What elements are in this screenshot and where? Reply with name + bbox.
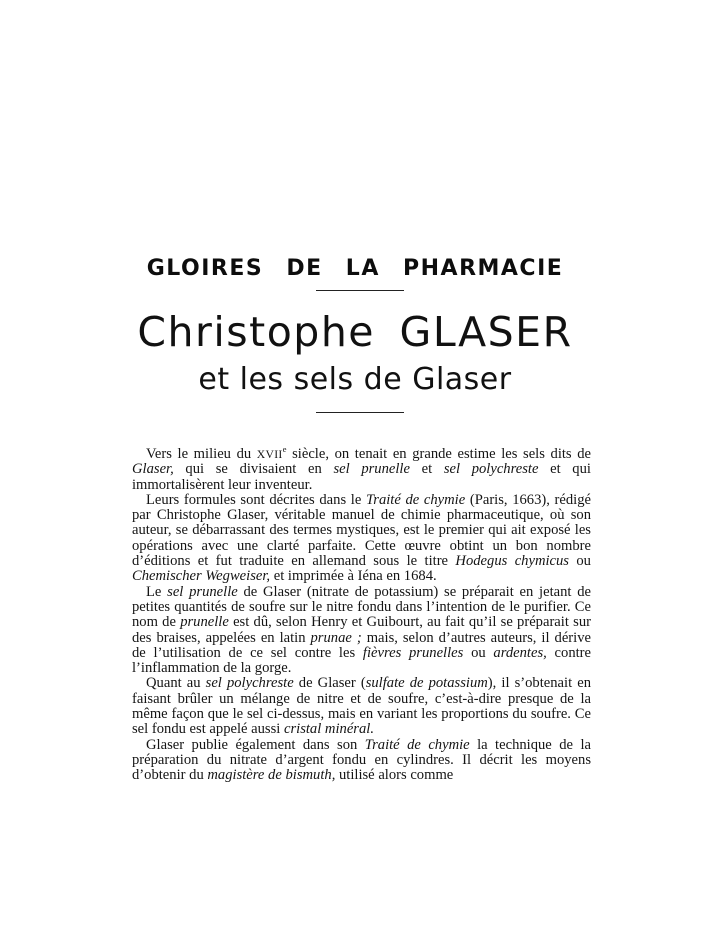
italic-term: prunelle (180, 614, 229, 631)
italic-term: magistère de bismuth, (207, 767, 336, 784)
text-run: la technique de la préparation du nitrate d’argent fondu en cylindres. Il décrit les moyens d’obtenir du (132, 736, 591, 784)
century-superscript: e (282, 444, 287, 455)
text-run: Vers le milieu du (146, 446, 257, 462)
text-run: Le (146, 583, 168, 600)
text-run: et qui immortalisèrent leur inventeur. (132, 461, 591, 493)
text-run: Leurs formules sont décrites dans le (146, 491, 366, 508)
italic-term: Hodegus chymicus (455, 553, 569, 570)
paragraph-5 (132, 738, 591, 784)
text-run: Quant au (146, 675, 206, 692)
text-run: contre l’inflammation de la gorge. (132, 644, 592, 677)
bottom-divider (316, 412, 404, 413)
sub-title: et les sels de Glaser (198, 362, 512, 397)
article-body (132, 444, 592, 784)
paragraph-4 (132, 676, 591, 737)
text-run: est dû, selon Henry et Guibourt, au fait qu’il se préparait sur des braises, appelées en latin (132, 614, 591, 646)
text-run: et (409, 461, 444, 478)
text-run: (Paris, 1663), rédigé par Christophe Glaser, véritable manuel de chimie pharmaceutique, où son auteur, se débarrassant des termes mystiques, est le premier qui ait exposé les opérations avec une clarté parfaite. Cette œuvre obtint un bon nombre d’éditions et fut traduite en allemand sous le titre (132, 491, 591, 570)
italic-term: fièvres prunelles (362, 644, 464, 661)
italic-term: sulfate de potassium (365, 675, 488, 692)
text-run: siècle, on tenait en grande estime les sels dits de (286, 446, 591, 462)
italic-term: sel polychreste (443, 461, 539, 478)
italic-term: ardentes, (493, 644, 547, 661)
paragraph-1 (132, 444, 591, 493)
text-run: de Glaser ( (293, 675, 366, 692)
main-title: Christophe GLASER (137, 308, 573, 356)
text-run: et imprimée à Iéna en 1684. (270, 568, 437, 585)
italic-term: sel prunelle (167, 583, 238, 600)
text-run: Glaser publie également dans son (146, 736, 365, 753)
italic-term: sel prunelle (333, 461, 410, 478)
italic-term: cristal minéral. (283, 721, 374, 738)
italic-term: Traité de chymie (365, 491, 466, 508)
italic-term: Glaser, (132, 461, 174, 478)
italic-term: sel polychreste (205, 675, 294, 692)
text-run: ou (463, 644, 494, 661)
text-run: ou (569, 553, 591, 570)
text-run: ), il s’obtenait en faisant brûler un mélange de nitre et de soufre, c’est-à-dire presque de la même façon que le sel ci-dessus, mais en variant les proportions du soufre. Ce sel fondu est appelé aussi (132, 675, 592, 738)
italic-term: Traité de chymie (364, 736, 470, 753)
italic-term: prunae ; (310, 629, 362, 646)
text-run: de Glaser (nitrate de potassium) se préparait en jetant de petites quantités de soufre sur le nitre fondu dans l’intention de le purifier. Ce nom de (132, 583, 591, 631)
italic-term: Chemischer Wegweiser, (132, 568, 271, 585)
text-run: qui se divisaient en (173, 461, 334, 478)
paragraph-3 (132, 585, 591, 677)
paragraph-2 (132, 493, 591, 585)
century-numeral: XVII (256, 448, 283, 461)
series-title: GLOIRES DE LA PHARMACIE (146, 256, 564, 281)
text-run: mais, selon d’autres auteurs, il dérive de l’utilisation de ce sel contre les (132, 629, 591, 661)
text-run: utilisé alors comme (335, 767, 454, 784)
top-divider (316, 290, 404, 291)
